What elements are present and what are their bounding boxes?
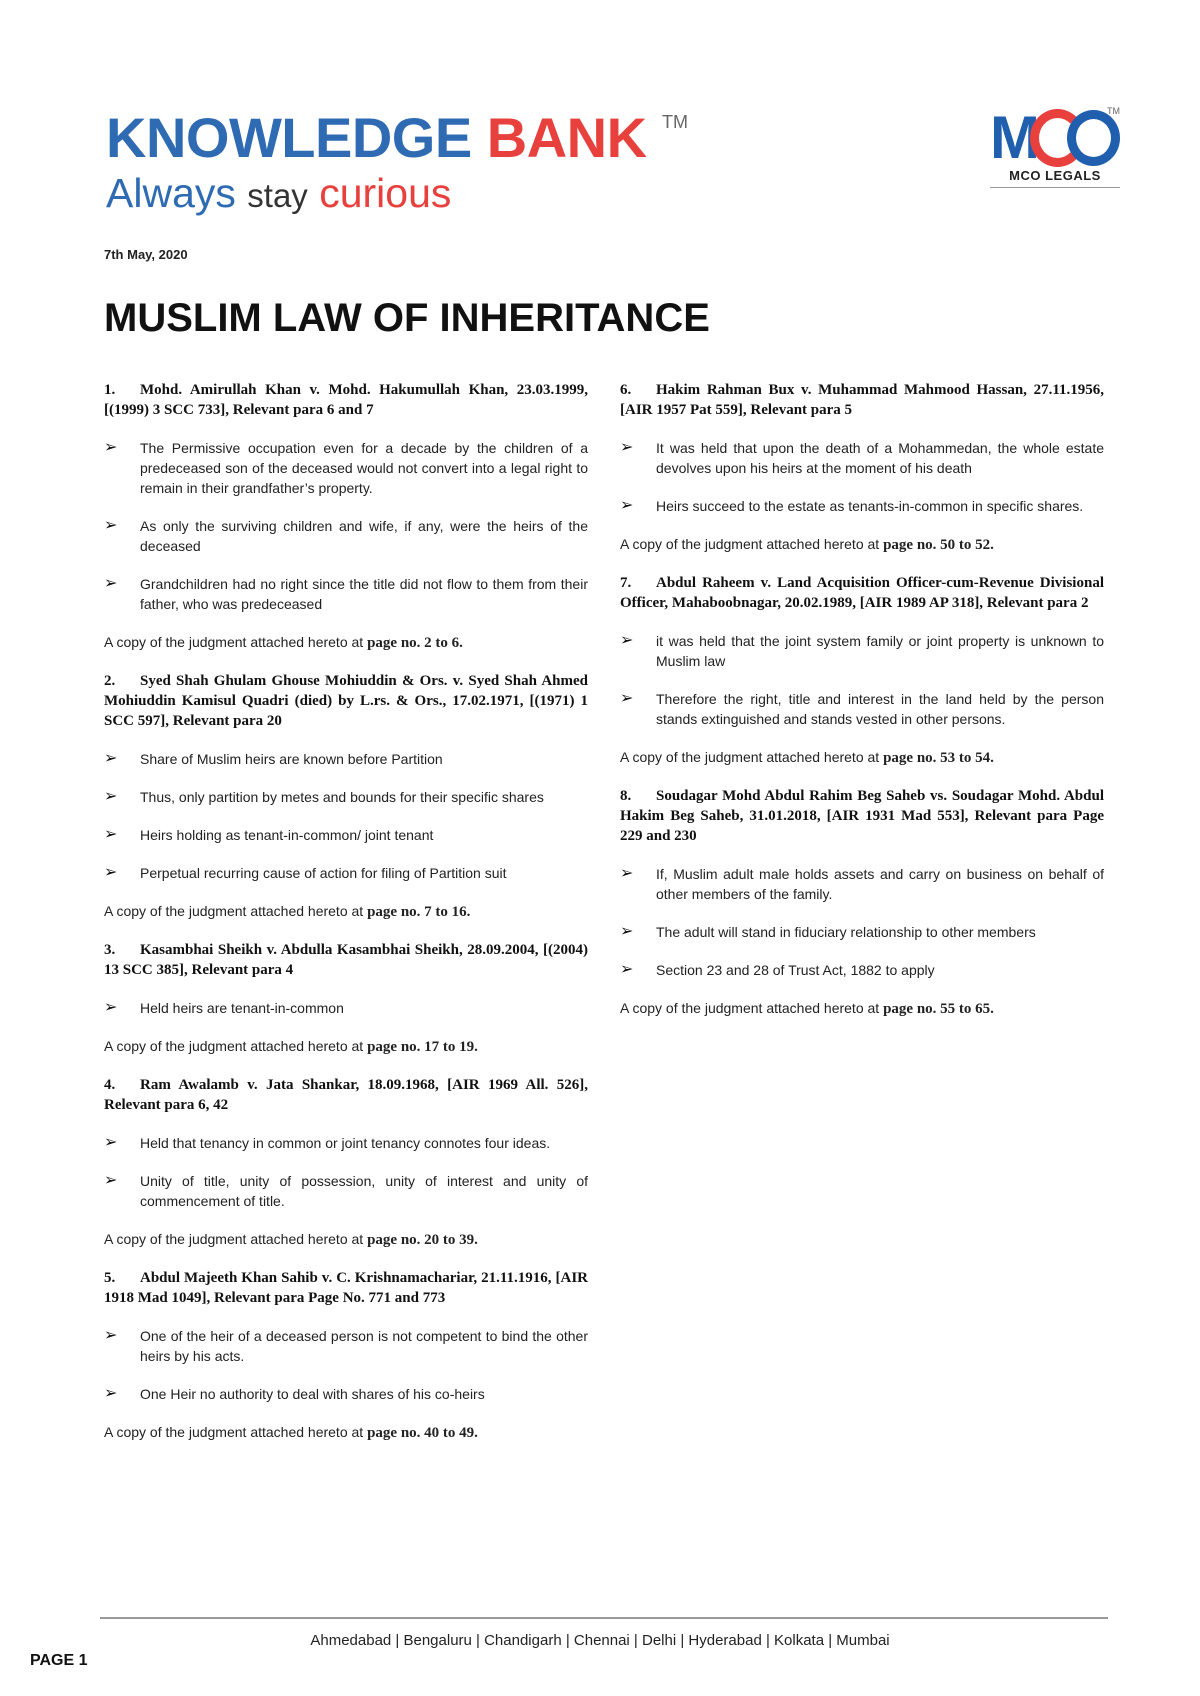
case-points-list — [620, 864, 1104, 980]
case-point-text: Heirs holding as tenant-in-common/ joint tenant — [140, 827, 434, 843]
case-citation: Mohd. Amirullah Khan v. Mohd. Hakumullah Khan, 23.03.1999, [(1999) 3 SCC 733], Relevant para 6 and 7 — [104, 382, 588, 418]
footer-office-cities: Ahmedabad | Bengaluru | Chandigarh | Chennai | Delhi | Hyderabad | Kolkata | Mumbai — [310, 1632, 890, 1649]
case-number: 3. — [104, 942, 116, 958]
case-point-text: Perpetual recurring cause of action for filing of Partition suit — [140, 865, 507, 881]
case-point — [620, 864, 1104, 904]
case-citation: Ram Awalamb v. Jata Shankar, 18.09.1968, [AIR 1969 All. 526], Relevant para 6, 42 — [104, 1077, 588, 1113]
arrow-bullet-icon: ➢ — [104, 864, 118, 881]
case-point — [104, 1133, 588, 1153]
case-point — [104, 516, 588, 556]
judgment-copy-note — [620, 534, 1104, 555]
arrow-bullet-icon: ➢ — [620, 632, 634, 649]
case-heading — [620, 380, 1104, 420]
case-number: 8. — [620, 788, 632, 804]
arrow-bullet-icon: ➢ — [104, 826, 118, 843]
case-point — [620, 960, 1104, 980]
case-citation: Abdul Raheem v. Land Acquisition Officer-cum-Revenue Divisional Officer, Mahaboobnagar, 20.02.1989, [AIR 1989 AP 318], Relevant para 2 — [620, 575, 1104, 611]
case-points-list — [104, 438, 588, 614]
trademark-mark: TM — [662, 112, 688, 132]
case-number: 4. — [104, 1077, 116, 1093]
brand-title-part2: BANK — [486, 106, 647, 169]
case-block — [620, 380, 1104, 555]
case-point — [104, 863, 588, 883]
tagline-always: Always — [106, 170, 236, 216]
case-point — [620, 922, 1104, 942]
case-citation: Kasambhai Sheikh v. Abdulla Kasambhai Sheikh, 28.09.2004, [(2004) 13 SCC 385], Relevant para 4 — [104, 942, 588, 978]
arrow-bullet-icon: ➢ — [104, 1172, 118, 1189]
case-point — [104, 574, 588, 614]
case-number: 6. — [620, 382, 632, 398]
logo-underline — [990, 187, 1120, 188]
judgment-page-range: page no. 17 to 19. — [367, 1039, 478, 1055]
case-point-text: One Heir no authority to deal with shares of his co-heirs — [140, 1386, 485, 1402]
case-point-text: it was held that the joint system family or joint property is unknown to Muslim law — [656, 633, 1104, 669]
case-points-list — [620, 631, 1104, 729]
logo-trademark: TM — [1107, 106, 1120, 116]
case-point-text: Held heirs are tenant-in-common — [140, 1000, 344, 1016]
judgment-copy-text: A copy of the judgment attached hereto at — [620, 1000, 880, 1016]
case-points-list — [104, 998, 588, 1018]
judgment-page-range: page no. 7 to 16. — [367, 904, 471, 920]
left-column — [104, 380, 588, 1461]
case-points-list — [104, 1133, 588, 1211]
case-point-text: Grandchildren had no right since the title did not flow to them from their father, who was predeceased — [140, 576, 588, 612]
case-point-text: The adult will stand in fiduciary relationship to other members — [656, 924, 1036, 940]
case-point-text: One of the heir of a deceased person is not competent to bind the other heirs by his acts. — [140, 1328, 588, 1364]
arrow-bullet-icon: ➢ — [104, 1134, 118, 1151]
case-points-list — [104, 1326, 588, 1404]
case-block — [620, 573, 1104, 768]
case-heading — [620, 786, 1104, 846]
judgment-copy-note — [620, 747, 1104, 768]
case-point-text: It was held that upon the death of a Mohammedan, the whole estate devolves upon his heirs at the moment of his death — [656, 440, 1104, 476]
case-point — [104, 1326, 588, 1366]
case-point-text: Thus, only partition by metes and bounds for their specific shares — [140, 789, 544, 805]
case-point-text: Therefore the right, title and interest in the land held by the person stands extinguished and stands vested in other persons. — [656, 691, 1104, 727]
case-point — [620, 689, 1104, 729]
case-number: 5. — [104, 1270, 116, 1286]
judgment-copy-note — [104, 1422, 588, 1443]
arrow-bullet-icon: ➢ — [620, 961, 634, 978]
arrow-bullet-icon: ➢ — [620, 865, 634, 882]
arrow-bullet-icon: ➢ — [620, 497, 634, 514]
tagline-curious: curious — [319, 170, 452, 216]
judgment-copy-text: A copy of the judgment attached hereto at — [620, 749, 880, 765]
case-block — [104, 1075, 588, 1250]
judgment-copy-text: A copy of the judgment attached hereto at — [104, 903, 364, 919]
case-point-text: The Permissive occupation even for a decade by the children of a predeceased son of the deceased would not convert into a legal right to remain in their grandfather’s property. — [140, 440, 588, 496]
case-point — [104, 749, 588, 769]
case-citation: Abdul Majeeth Khan Sahib v. C. Krishnamachariar, 21.11.1916, [AIR 1918 Mad 1049], Relevant para Page No. 771 and 773 — [104, 1270, 588, 1306]
mco-legals-logo — [990, 104, 1120, 190]
logo-o-ring — [1067, 110, 1120, 166]
right-column — [620, 380, 1104, 1037]
arrow-bullet-icon: ➢ — [104, 439, 118, 456]
case-block — [620, 786, 1104, 1019]
case-point — [104, 825, 588, 845]
case-number: 2. — [104, 673, 116, 689]
judgment-copy-text: A copy of the judgment attached hereto at — [104, 1424, 364, 1440]
case-point-text: Held that tenancy in common or joint tenancy connotes four ideas. — [140, 1135, 551, 1151]
arrow-bullet-icon: ➢ — [620, 923, 634, 940]
brand-title-part1: KNOWLEDGE — [106, 106, 472, 169]
case-point — [620, 496, 1104, 516]
judgment-page-range: page no. 50 to 52. — [883, 537, 994, 553]
case-point — [104, 1171, 588, 1211]
arrow-bullet-icon: ➢ — [104, 788, 118, 805]
arrow-bullet-icon: ➢ — [620, 690, 634, 707]
judgment-page-range: page no. 53 to 54. — [883, 750, 994, 766]
brand-title — [106, 108, 647, 168]
judgment-page-range: page no. 2 to 6. — [367, 635, 463, 651]
case-heading — [104, 671, 588, 731]
case-block — [104, 380, 588, 653]
judgment-copy-note — [104, 1229, 588, 1250]
document-title: MUSLIM LAW OF INHERITANCE — [104, 296, 710, 340]
case-point — [104, 998, 588, 1018]
case-point-text: Section 23 and 28 of Trust Act, 1882 to apply — [656, 962, 935, 978]
judgment-copy-text: A copy of the judgment attached hereto at — [104, 1038, 364, 1054]
case-block — [104, 1268, 588, 1443]
case-point-text: Heirs succeed to the estate as tenants-in-common in specific shares. — [656, 498, 1084, 514]
arrow-bullet-icon: ➢ — [104, 517, 118, 534]
case-points-list — [104, 749, 588, 883]
case-point — [104, 438, 588, 498]
footer-divider — [100, 1617, 1108, 1619]
arrow-bullet-icon: ➢ — [104, 750, 118, 767]
case-point — [104, 787, 588, 807]
judgment-copy-note — [104, 632, 588, 653]
case-point — [620, 438, 1104, 478]
document-date: 7th May, 2020 — [104, 247, 188, 262]
case-heading — [104, 1268, 588, 1308]
case-heading — [104, 380, 588, 420]
arrow-bullet-icon: ➢ — [104, 1385, 118, 1402]
judgment-page-range: page no. 40 to 49. — [367, 1425, 478, 1441]
judgment-copy-text: A copy of the judgment attached hereto at — [104, 634, 364, 650]
case-block — [104, 671, 588, 922]
case-point-text: If, Muslim adult male holds assets and carry on business on behalf of other members of the family. — [656, 866, 1104, 902]
arrow-bullet-icon: ➢ — [620, 439, 634, 456]
case-citation: Syed Shah Ghulam Ghouse Mohiuddin & Ors. v. Syed Shah Ahmed Mohiuddin Kamisul Quadri (died) by L.rs. & Ors., 17.02.1971, [(1971) 1 SCC 597], Relevant para 20 — [104, 673, 588, 729]
case-heading — [104, 1075, 588, 1115]
case-citation: Hakim Rahman Bux v. Muhammad Mahmood Hassan, 27.11.1956, [AIR 1957 Pat 559], Relevant para 5 — [620, 382, 1104, 418]
judgment-page-range: page no. 55 to 65. — [883, 1001, 994, 1017]
case-block — [104, 940, 588, 1057]
page-number: PAGE 1 — [30, 1652, 88, 1669]
knowledge-bank-logo — [106, 108, 647, 219]
judgment-copy-note — [104, 1036, 588, 1057]
case-point-text: As only the surviving children and wife, if any, were the heirs of the deceased — [140, 518, 588, 554]
tagline-stay: stay — [247, 177, 308, 214]
case-heading — [620, 573, 1104, 613]
case-point-text: Share of Muslim heirs are known before Partition — [140, 751, 443, 767]
arrow-bullet-icon: ➢ — [104, 1327, 118, 1344]
arrow-bullet-icon: ➢ — [104, 999, 118, 1016]
case-number: 7. — [620, 575, 632, 591]
mco-logo-mark — [990, 104, 1120, 171]
judgment-copy-note — [620, 998, 1104, 1019]
judgment-copy-text: A copy of the judgment attached hereto at — [104, 1231, 364, 1247]
case-points-list — [620, 438, 1104, 516]
arrow-bullet-icon: ➢ — [104, 575, 118, 592]
judgment-page-range: page no. 20 to 39. — [367, 1232, 478, 1248]
logo-text: MCO LEGALS — [1009, 168, 1101, 183]
case-point — [620, 631, 1104, 671]
judgment-copy-text: A copy of the judgment attached hereto at — [620, 536, 880, 552]
judgment-copy-note — [104, 901, 588, 922]
logo-m-glyph: M — [990, 104, 1036, 171]
case-point-text: Unity of title, unity of possession, unity of interest and unity of commencement of title. — [140, 1173, 588, 1209]
case-citation: Soudagar Mohd Abdul Rahim Beg Saheb vs. Soudagar Mohd. Abdul Hakim Beg Saheb, 31.01.2018, [AIR 1931 Mad 553], Relevant para Page 229 and 230 — [620, 788, 1104, 844]
case-point — [104, 1384, 588, 1404]
case-number: 1. — [104, 382, 116, 398]
brand-tagline — [106, 170, 647, 219]
case-heading — [104, 940, 588, 980]
